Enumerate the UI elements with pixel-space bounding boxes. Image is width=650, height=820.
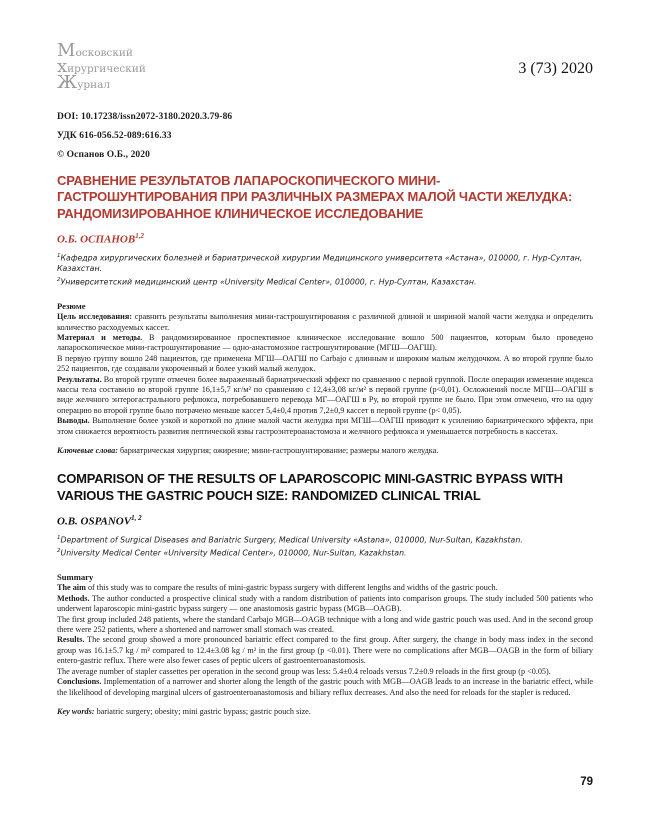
abstract-en-paragraph-staplers xyxy=(57,667,593,677)
affiliations-ru xyxy=(57,251,593,289)
abstract-ru-paragraph-methods xyxy=(57,333,593,354)
paragraph-text: В рандомизированное проспективное клиническое исследование вошло 500 пациентов, которым было проведено лапароскопическое мини-гастрошунтирование — одно-анастомозное гастрошунтирование (МГШ—ОАГШ). xyxy=(57,332,593,353)
paragraph-text: Во второй группе отмечен более выраженный бариатрический эффект по сравнению с первой группой. После операции изменение индекса массы тела составило во второй группе 16,1±5,7 кг/м² по сравнению с 12,4±3,08 кг/м² в первой группе (p<0,01). Осложнений после МГШ—ОАГШ в виде желчного энтерогастрального рефлюкса, потребовавшего перевода МГ—ОАГШ в Ру, во второй группе не было. При этом отмечено, что на одну операцию во второй группе было потрачено меньше кассет 5,4±0,4 против 7,2±0,9 кассет в первой группе (p< 0,05). xyxy=(57,374,593,415)
journal-logo xyxy=(57,40,146,93)
paragraph-text: The first group included 248 patients, where the standard Carbajo MGB—OAGB technique with a long and wide gastric pouch was used. And in the second group there were 252 patients, where a shortened and narrower small stomach was created. xyxy=(57,614,593,635)
logo-line-1: Московский xyxy=(57,40,133,61)
paragraph-label: Материал и методы. xyxy=(57,332,143,342)
affiliation-en-2 xyxy=(57,546,593,559)
abstract-heading-ru: Резюме xyxy=(57,301,86,312)
keywords-ru xyxy=(57,446,593,456)
paragraph-text: Выполнение более узкой и короткой по длине малой части желудка при МГШ—ОАГШ приводит к усилению бариатрического эффекта, при этом снижается вероятность развития пептической язвы гастроэнтероанастомоза и желчного рефлюкса и уменьшается потребность в кассетах. xyxy=(57,416,593,436)
page-header xyxy=(57,40,593,96)
paragraph-label: Выводы. xyxy=(57,416,90,426)
affiliation-ru-1-superscript: 1 xyxy=(57,252,61,259)
page-number: 79 xyxy=(580,776,593,788)
doi-line: DOI: 10.17238/issn2072-3180.2020.3.79-86 xyxy=(57,112,233,122)
copyright-line: © Оспанов О.Б., 2020 xyxy=(57,150,150,160)
affiliation-ru-1-text: Кафедра хирургических болезней и бариатрической хирургии Медицинского университета «Астана», 010000, г. Нур-Султан, Казахстан. xyxy=(57,253,583,273)
author-ru-superscript: 1,2 xyxy=(135,231,144,240)
author-en-name: O.B. OSPANOV xyxy=(57,515,132,528)
abstract-en-paragraph-results xyxy=(57,635,593,666)
keywords-en-text: bariatric surgery; obesity; mini gastric bypass; gastric pouch size. xyxy=(94,706,311,716)
paragraph-text: В первую группу вошло 248 пациентов, где применена МГШ—ОАГШ по Carbajo с длинным и широким малым желудочком. А во второй группе было 252 пациентов, где создавали укороченный и более узкий малый желудок. xyxy=(57,353,593,374)
paragraph-label: Результаты. xyxy=(57,374,102,384)
author-ru xyxy=(57,232,593,246)
paragraph-label: Methods. xyxy=(57,593,90,603)
abstract-ru-paragraph-results xyxy=(57,375,593,417)
affiliation-en-1-text: Department of Surgical Diseases and Bariatric Surgery, Medical University «Astana», 010000, Nur-Sultan, Kazakhstan. xyxy=(60,535,523,545)
article-title-en: COMPARISON OF THE RESULTS OF LAPAROSCOPIC MINI-GASTRIC BYPASS WITH VARIOUS THE GASTRIC POUCH SIZE: RANDOMIZED CLINICAL TRIAL xyxy=(57,471,563,503)
abstract-ru-paragraph-aim xyxy=(57,312,593,333)
abstract-ru-paragraph-conclusions xyxy=(57,416,593,437)
article-meta xyxy=(57,112,593,160)
affiliation-en-1 xyxy=(57,533,593,546)
affiliations-en xyxy=(57,533,593,560)
affiliation-ru-2 xyxy=(57,275,593,288)
paragraph-label: Results. xyxy=(57,635,85,645)
abstract-ru xyxy=(57,312,593,437)
keywords-en-label: Key words: xyxy=(57,706,95,716)
paragraph-text: of this study was to compare the results of mini-gastric bypass surgery with different lengths and widths of the gastric pouch. xyxy=(85,583,498,593)
abstract-en xyxy=(57,583,593,697)
logo-line-3: Журнал xyxy=(57,72,111,93)
paragraph-label: The aim xyxy=(57,583,86,593)
article-title-ru: СРАВНЕНИЕ РЕЗУЛЬТАТОВ ЛАПАРОСКОПИЧЕСКОГО МИНИ-ГАСТРОШУНТИРОВАНИЯ ПРИ РАЗЛИЧНЫХ РАЗМЕРАХ МАЛОЙ ЧАСТИ ЖЕЛУДКА: РАНДОМИЗИРОВАННОЕ КЛИНИЧЕСКОЕ ИССЛЕДОВАНИЕ xyxy=(57,173,573,221)
paragraph-text: The average number of stapler cassettes per operation in the second group was less: 5.4±0.4 reloads versus 7.2±0.9 reloads in the first group (p <0.05). xyxy=(57,666,551,676)
udc-line: УДК 616-056.52-089:616.33 xyxy=(57,131,172,141)
paragraph-text: The author conducted a prospective clinical study with a random distribution of patients into comparison groups. The study included 500 patients who underwent laparoscopic mini-gastric bypass surgery — one anastomosis gastric bypass (MGB—OAGB). xyxy=(57,593,593,614)
author-ru-name: О.Б. ОСПАНОВ xyxy=(57,233,136,246)
keywords-ru-text: бариатрическая хирургия; ожирение; мини-гастрошунтирование; размеры малого желудка. xyxy=(117,446,439,455)
author-en xyxy=(57,514,593,528)
affiliation-en-2-superscript: 2 xyxy=(57,548,61,555)
paragraph-text: сравнить результаты выполнения мини-гастрошунтирования с различной длиной и шириной малой части желудка и определить количество расходуемых кассет. xyxy=(57,312,593,332)
issue-number: 3 (73) 2020 xyxy=(518,60,593,77)
keywords-ru-label: Ключевые слова: xyxy=(57,446,118,455)
affiliation-ru-1 xyxy=(57,251,593,275)
abstract-ru-paragraph-groups xyxy=(57,354,593,375)
affiliation-ru-2-superscript: 2 xyxy=(57,276,61,283)
abstract-en-paragraph-conclusions xyxy=(57,677,593,698)
abstract-en-paragraph-methods xyxy=(57,594,593,615)
author-en-superscript: 1, 2 xyxy=(131,514,142,522)
paragraph-label: Conclusions. xyxy=(57,677,102,687)
affiliation-en-1-superscript: 1 xyxy=(57,534,61,541)
paragraph-label: Цель исследования: xyxy=(57,312,132,322)
abstract-heading-en: Summary xyxy=(57,572,94,583)
paragraph-text: The second group showed a more pronounced bariatric effect compared to the first group. After surgery, the change in body mass index in the second group was 16.1±5.7 kg / m² compared to 12.4±3.08 kg / m² in the first group (p <0.01). There were no complications after MGB—OAGB in the form of biliary entero-gastric reflux. There were also fewer cases of peptic ulcers of gastroenteroanastomosis. xyxy=(57,635,593,666)
logo-line-2: хирургический xyxy=(57,56,146,77)
paragraph-text: Implementation of a narrower and shorter along the length of the gastric pouch with MGB—OAGB leads to an increase in the bariatric effect, while the likelihood of developing marginal ulcers of gastroenteroanastomosis and biliary reflux decreases. And also the need for reloads for the stapler is reduced. xyxy=(57,677,593,697)
affiliation-ru-2-text: Университетский медицинский центр «University Medical Center», 010000, г. Нур-Султан, Казахстан. xyxy=(60,277,477,287)
abstract-en-paragraph-groups xyxy=(57,615,593,636)
keywords-en xyxy=(57,707,593,717)
affiliation-en-2-text: University Medical Center «University Medical Center», 010000, Nur-Sultan, Kazakhstan. xyxy=(60,548,407,558)
abstract-en-paragraph-aim xyxy=(57,583,593,593)
